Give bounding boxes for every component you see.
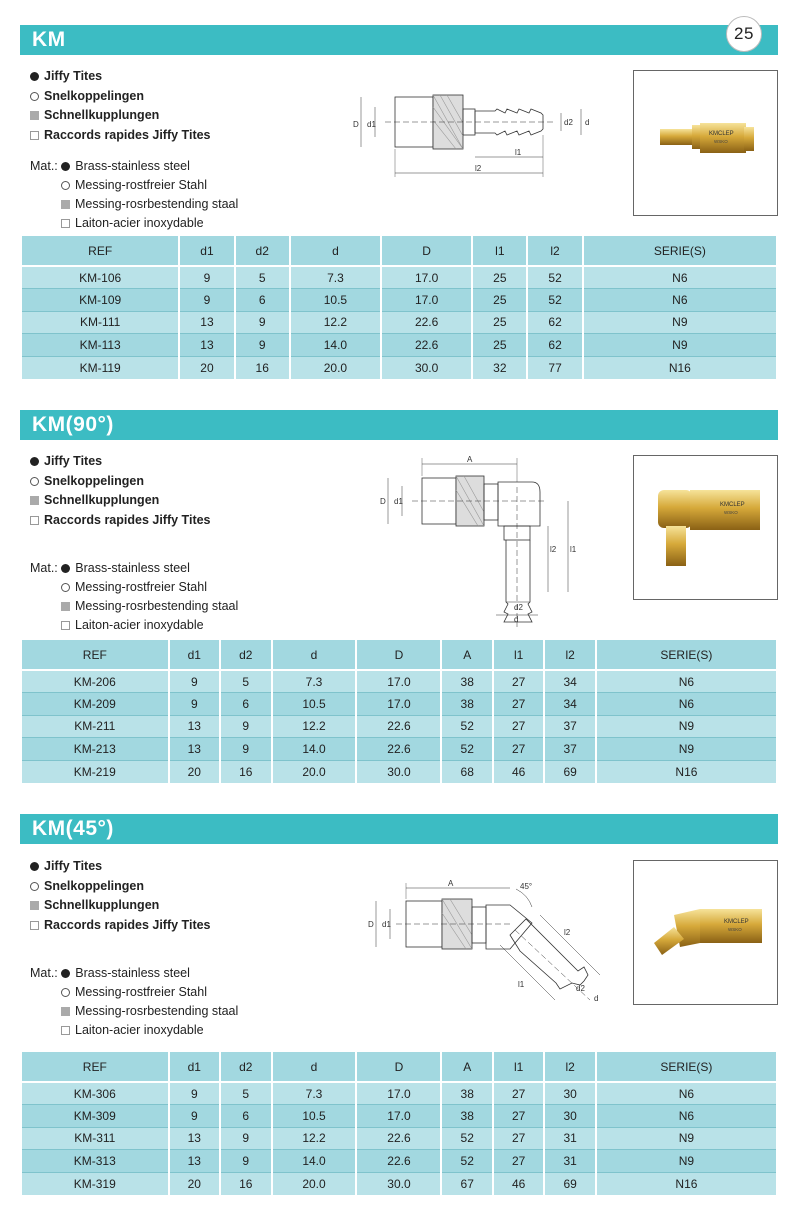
col-header: REF (21, 235, 179, 266)
table-cell: 9 (169, 1105, 220, 1128)
spec-table-km (20, 234, 778, 379)
table-cell: 25 (472, 311, 527, 334)
table-cell: 25 (472, 289, 527, 312)
dim-label-l1: l1 (518, 980, 525, 989)
square-icon (61, 1026, 70, 1035)
table-cell: KM-111 (21, 311, 179, 334)
table-cell: 17.0 (381, 289, 472, 312)
table-cell: 12.2 (290, 311, 381, 334)
table-cell: 9 (179, 289, 234, 312)
table-cell: 17.0 (356, 670, 441, 693)
filled-square-icon (61, 1007, 70, 1016)
table-cell: 9 (169, 1082, 220, 1105)
technical-drawing-90 (372, 452, 592, 627)
dim-label-d2: d2 (564, 118, 573, 127)
table-cell: 6 (235, 289, 290, 312)
table-cell: 9 (235, 334, 290, 357)
square-icon (61, 621, 70, 630)
legend-name-de: Schnellkupplungen (44, 493, 160, 507)
filled-square-icon (61, 200, 70, 209)
table-cell: KM-219 (21, 760, 169, 783)
legend-name-de: Schnellkupplungen (44, 898, 160, 912)
table-row (21, 760, 777, 783)
table-cell: 17.0 (356, 1082, 441, 1105)
col-header: l2 (527, 235, 582, 266)
circle-icon (61, 988, 70, 997)
table-cell: N6 (583, 289, 777, 312)
col-header: d2 (235, 235, 290, 266)
dim-label-A: A (467, 455, 473, 464)
table-cell: 9 (169, 670, 220, 693)
table-cell: 69 (544, 1172, 595, 1195)
table-cell: 68 (441, 760, 492, 783)
square-icon (30, 921, 39, 930)
col-header: D (356, 1051, 441, 1082)
table-cell: 31 (544, 1150, 595, 1173)
table-cell: 30 (544, 1105, 595, 1128)
table-cell: 20.0 (272, 1172, 357, 1195)
legend-name-nl: Snelkoppelingen (44, 878, 145, 893)
dim-label-D: D (368, 920, 374, 929)
col-header: A (441, 639, 492, 670)
table-cell: N6 (596, 1105, 777, 1128)
table-cell: 22.6 (381, 311, 472, 334)
table-cell: N9 (583, 311, 777, 334)
material-nl: Messing-rosrbestending staal (75, 599, 239, 613)
col-header: SERIE(S) (596, 1051, 777, 1082)
spec-table-km-90 (20, 638, 778, 783)
table-cell: N9 (596, 1150, 777, 1173)
table-row (21, 1105, 777, 1128)
material-de: Messing-rostfreier Stahl (75, 178, 207, 192)
table-cell: 38 (441, 1082, 492, 1105)
table-cell: 22.6 (356, 738, 441, 761)
photo-sub-label: WSKO (728, 927, 742, 932)
dim-label-D: D (353, 120, 359, 129)
material-fr: Laiton-acier inoxydable (75, 618, 204, 632)
photo-sub-label: WSKO (724, 510, 738, 515)
material-en: Brass-stainless steel (75, 159, 190, 173)
table-cell: 67 (441, 1172, 492, 1195)
table-cell: 77 (527, 356, 582, 379)
table-cell: KM-119 (21, 356, 179, 379)
dim-label-d: d (585, 118, 590, 127)
table-cell: 17.0 (381, 266, 472, 289)
table-row (21, 738, 777, 761)
table-cell: 30 (544, 1082, 595, 1105)
col-header: d (272, 639, 357, 670)
col-header: d2 (220, 1051, 271, 1082)
square-icon (30, 516, 39, 525)
table-header-row (21, 235, 777, 266)
materials-label: Mat.: (30, 966, 58, 980)
col-header: l1 (493, 639, 544, 670)
technical-drawing-straight (345, 85, 605, 185)
table-cell: 12.2 (272, 1127, 357, 1150)
square-icon (61, 219, 70, 228)
table-cell: 6 (220, 1105, 271, 1128)
col-header: REF (21, 1051, 169, 1082)
table-cell: 69 (544, 760, 595, 783)
legend-name-de: Schnellkupplungen (44, 108, 160, 122)
table-row (21, 1150, 777, 1173)
table-cell: 62 (527, 334, 582, 357)
table-row (21, 670, 777, 693)
table-cell: 9 (220, 1150, 271, 1173)
filled-circle-icon (30, 457, 39, 466)
table-cell: 20 (169, 760, 220, 783)
table-row (21, 356, 777, 379)
dim-label-l2: l2 (475, 164, 482, 173)
table-cell: 13 (179, 311, 234, 334)
table-cell: 20 (169, 1172, 220, 1195)
circle-icon (61, 181, 70, 190)
filled-circle-icon (61, 564, 70, 573)
table-cell: 5 (220, 670, 271, 693)
table-cell: 52 (441, 738, 492, 761)
table-cell: 32 (472, 356, 527, 379)
table-cell: 46 (493, 760, 544, 783)
table-header-row (21, 1051, 777, 1082)
page-number: 25 (726, 16, 762, 52)
table-cell: KM-209 (21, 693, 169, 716)
table-row (21, 1172, 777, 1195)
product-photo-straight (633, 70, 778, 216)
table-cell: 5 (220, 1082, 271, 1105)
table-cell: 6 (220, 693, 271, 716)
table-cell: KM-213 (21, 738, 169, 761)
name-legend (30, 857, 211, 935)
table-cell: 31 (544, 1127, 595, 1150)
legend-name-fr: Raccords rapides Jiffy Tites (44, 512, 211, 527)
table-row (21, 266, 777, 289)
table-cell: N9 (596, 738, 777, 761)
table-cell: 52 (527, 289, 582, 312)
filled-square-icon (30, 901, 39, 910)
table-cell: KM-309 (21, 1105, 169, 1128)
table-cell: 46 (493, 1172, 544, 1195)
table-cell: 13 (169, 1150, 220, 1173)
circle-icon (30, 882, 39, 891)
table-cell: N16 (596, 1172, 777, 1195)
name-legend (30, 452, 211, 530)
table-cell: KM-313 (21, 1150, 169, 1173)
table-cell: 7.3 (272, 1082, 357, 1105)
materials-label: Mat.: (30, 561, 58, 575)
filled-circle-icon (30, 72, 39, 81)
col-header: D (381, 235, 472, 266)
table-cell: 10.5 (290, 289, 381, 312)
section-title: KM(45°) (32, 817, 114, 840)
table-row (21, 1082, 777, 1105)
photo-brand-label: KMCLEP (720, 502, 745, 508)
table-cell: 16 (220, 760, 271, 783)
dim-label-d2: d2 (576, 984, 585, 993)
table-cell: 27 (493, 1150, 544, 1173)
table-cell: 10.5 (272, 1105, 357, 1128)
filled-square-icon (61, 602, 70, 611)
section-title-bar (20, 814, 778, 844)
col-header: REF (21, 639, 169, 670)
table-cell: 27 (493, 693, 544, 716)
table-cell: 27 (493, 670, 544, 693)
table-row (21, 1127, 777, 1150)
dim-label-l2: l2 (550, 545, 557, 554)
technical-drawing-45 (360, 875, 610, 1010)
dim-label-angle: 45° (520, 882, 533, 891)
table-header-row (21, 639, 777, 670)
section-title: KM(90°) (32, 413, 114, 436)
dim-label-d: d (594, 994, 599, 1003)
col-header: l1 (493, 1051, 544, 1082)
table-cell: 17.0 (356, 693, 441, 716)
circle-icon (61, 583, 70, 592)
table-cell: 20.0 (290, 356, 381, 379)
dim-label-d1: d1 (394, 497, 403, 506)
table-row (21, 693, 777, 716)
dim-label-l1: l1 (570, 545, 577, 554)
table-cell: KM-319 (21, 1172, 169, 1195)
legend-name-fr: Raccords rapides Jiffy Tites (44, 127, 211, 142)
table-cell: KM-113 (21, 334, 179, 357)
table-cell: 34 (544, 693, 595, 716)
filled-square-icon (30, 111, 39, 120)
dim-label-D: D (380, 497, 386, 506)
material-fr: Laiton-acier inoxydable (75, 1023, 204, 1037)
circle-icon (30, 477, 39, 486)
dim-label-d1: d1 (367, 120, 376, 129)
col-header: SERIE(S) (596, 639, 777, 670)
table-cell: 37 (544, 715, 595, 738)
material-nl: Messing-rosrbestending staal (75, 197, 239, 211)
table-cell: 14.0 (272, 1150, 357, 1173)
table-cell: 34 (544, 670, 595, 693)
col-header: d1 (169, 639, 220, 670)
table-cell: 38 (441, 670, 492, 693)
material-nl: Messing-rosrbestending staal (75, 1004, 239, 1018)
materials (30, 559, 238, 635)
dim-label-d: d (514, 615, 519, 624)
table-cell: 9 (235, 311, 290, 334)
table-cell: 5 (235, 266, 290, 289)
dim-label-l2: l2 (564, 928, 571, 937)
table-cell: 30.0 (356, 760, 441, 783)
filled-circle-icon (30, 862, 39, 871)
material-de: Messing-rostfreier Stahl (75, 985, 207, 999)
materials-label: Mat.: (30, 159, 58, 173)
table-row (21, 311, 777, 334)
photo-brand-label: KMCLEP (709, 131, 734, 137)
table-cell: 22.6 (356, 1150, 441, 1173)
product-photo-45 (633, 860, 778, 1005)
table-cell: 13 (169, 1127, 220, 1150)
table-cell: 9 (220, 1127, 271, 1150)
table-row (21, 289, 777, 312)
table-cell: 52 (441, 715, 492, 738)
legend-name-fr: Raccords rapides Jiffy Tites (44, 917, 211, 932)
table-cell: N9 (596, 715, 777, 738)
table-cell: 9 (220, 715, 271, 738)
table-cell: N6 (596, 1082, 777, 1105)
filled-circle-icon (61, 162, 70, 171)
table-cell: KM-206 (21, 670, 169, 693)
col-header: d1 (169, 1051, 220, 1082)
table-cell: 30.0 (356, 1172, 441, 1195)
legend-name-nl: Snelkoppelingen (44, 88, 145, 103)
table-row (21, 334, 777, 357)
section-title: KM (32, 28, 66, 51)
table-row (21, 715, 777, 738)
col-header: l1 (472, 235, 527, 266)
table-cell: 22.6 (356, 715, 441, 738)
product-photo-90 (633, 455, 778, 600)
legend-name-en: Jiffy Tites (44, 69, 103, 83)
table-cell: 30.0 (381, 356, 472, 379)
table-cell: KM-106 (21, 266, 179, 289)
material-fr: Laiton-acier inoxydable (75, 216, 204, 230)
table-cell: KM-109 (21, 289, 179, 312)
section-title-bar (20, 410, 778, 440)
table-cell: KM-211 (21, 715, 169, 738)
table-cell: 22.6 (356, 1127, 441, 1150)
table-cell: N16 (596, 760, 777, 783)
photo-sub-label: WSKO (714, 139, 728, 144)
table-cell: 37 (544, 738, 595, 761)
materials (30, 964, 238, 1040)
table-cell: 9 (169, 693, 220, 716)
table-cell: 27 (493, 715, 544, 738)
table-cell: N9 (596, 1127, 777, 1150)
table-cell: 27 (493, 1127, 544, 1150)
name-legend (30, 67, 211, 145)
table-cell: 17.0 (356, 1105, 441, 1128)
table-cell: KM-306 (21, 1082, 169, 1105)
col-header: SERIE(S) (583, 235, 777, 266)
table-cell: 13 (169, 715, 220, 738)
table-cell: 52 (441, 1150, 492, 1173)
filled-square-icon (30, 496, 39, 505)
table-cell: 25 (472, 266, 527, 289)
table-cell: N9 (583, 334, 777, 357)
table-cell: 52 (441, 1127, 492, 1150)
table-cell: 9 (179, 266, 234, 289)
table-cell: 27 (493, 1082, 544, 1105)
col-header: l2 (544, 639, 595, 670)
col-header: d (290, 235, 381, 266)
table-cell: N6 (583, 266, 777, 289)
col-header: A (441, 1051, 492, 1082)
table-cell: 25 (472, 334, 527, 357)
dim-label-l1: l1 (515, 148, 522, 157)
table-cell: 27 (493, 1105, 544, 1128)
table-cell: 12.2 (272, 715, 357, 738)
section-title-bar (20, 25, 778, 55)
spec-table-km-45 (20, 1050, 778, 1195)
dim-label-d2: d2 (514, 603, 523, 612)
photo-brand-label: KMCLEP (724, 919, 749, 925)
table-cell: 14.0 (290, 334, 381, 357)
col-header: l2 (544, 1051, 595, 1082)
table-cell: 22.6 (381, 334, 472, 357)
table-cell: 16 (235, 356, 290, 379)
table-cell: 10.5 (272, 693, 357, 716)
material-de: Messing-rostfreier Stahl (75, 580, 207, 594)
table-cell: 38 (441, 1105, 492, 1128)
table-cell: KM-311 (21, 1127, 169, 1150)
table-cell: 7.3 (272, 670, 357, 693)
material-en: Brass-stainless steel (75, 966, 190, 980)
square-icon (30, 131, 39, 140)
col-header: D (356, 639, 441, 670)
table-cell: 14.0 (272, 738, 357, 761)
col-header: d1 (179, 235, 234, 266)
table-cell: 16 (220, 1172, 271, 1195)
material-en: Brass-stainless steel (75, 561, 190, 575)
table-cell: 9 (220, 738, 271, 761)
table-cell: N6 (596, 693, 777, 716)
table-cell: 20.0 (272, 760, 357, 783)
table-cell: 38 (441, 693, 492, 716)
legend-name-en: Jiffy Tites (44, 859, 103, 873)
dim-label-A: A (448, 879, 454, 888)
filled-circle-icon (61, 969, 70, 978)
col-header: d (272, 1051, 357, 1082)
table-cell: 13 (169, 738, 220, 761)
legend-name-nl: Snelkoppelingen (44, 473, 145, 488)
dim-label-d1: d1 (382, 920, 391, 929)
legend-name-en: Jiffy Tites (44, 454, 103, 468)
table-cell: N6 (596, 670, 777, 693)
materials (30, 157, 238, 233)
table-cell: 27 (493, 738, 544, 761)
table-cell: 7.3 (290, 266, 381, 289)
table-cell: N16 (583, 356, 777, 379)
table-cell: 62 (527, 311, 582, 334)
col-header: d2 (220, 639, 271, 670)
table-cell: 52 (527, 266, 582, 289)
table-cell: 20 (179, 356, 234, 379)
table-cell: 13 (179, 334, 234, 357)
circle-icon (30, 92, 39, 101)
